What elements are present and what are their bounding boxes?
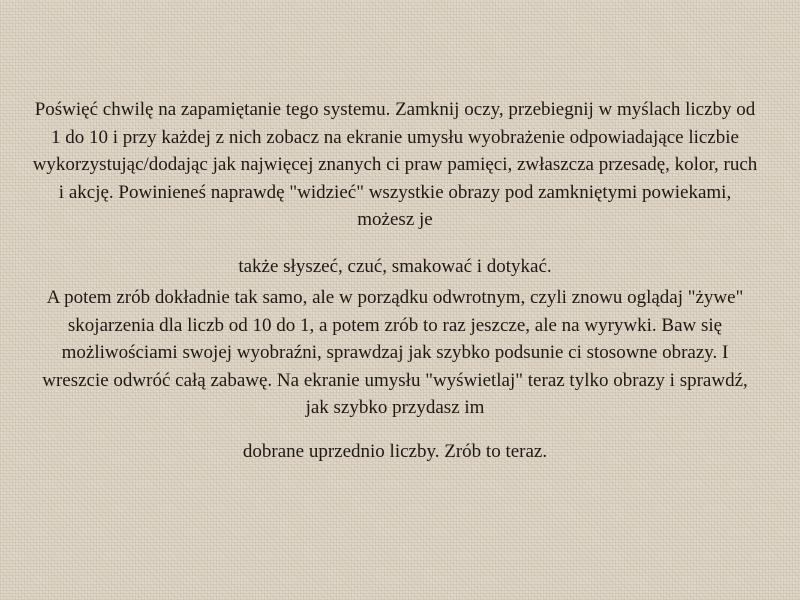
instruction-paragraph-1-last-line: także słyszeć, czuć, smakować i dotykać.	[238, 256, 552, 277]
instruction-paragraph-2: A potem zrób dokładnie tak samo, ale w porządku odwrotnym, czyli znowu oglądaj "żywe" skojarzenia dla liczb od 10 do 1, a potem zrób to raz jeszcze, ale na wyrywki. Baw się możliwościami swojej wyobraźni, sprawdzaj jak szybko podsunie ci stosowne obrazy. I wreszcie odwróć całą zabawę. Na ekranie umysłu "wyświetlaj" teraz tylko obrazy i sprawdź, jak szybko przydasz im	[42, 287, 748, 419]
instruction-paragraph-1: Poświęć chwilę na zapamiętanie tego systemu. Zamknij oczy, przebiegnij w myślach liczby od 1 do 10 i przy każdej z nich zobacz na ekranie umysłu wyobrażenie odpowiadające liczbie wykorzystując/dodając jak najwięcej znanych ci praw pamięci, zwłaszcza przesadę, kolor, ruch i akcję. Powinieneś naprawdę "widzieć" wszystkie obrazy pod zamkniętymi powiekami, możesz je	[32, 99, 758, 231]
instruction-paragraph-2-last-line: dobrane uprzednio liczby. Zrób to teraz.	[242, 441, 548, 462]
